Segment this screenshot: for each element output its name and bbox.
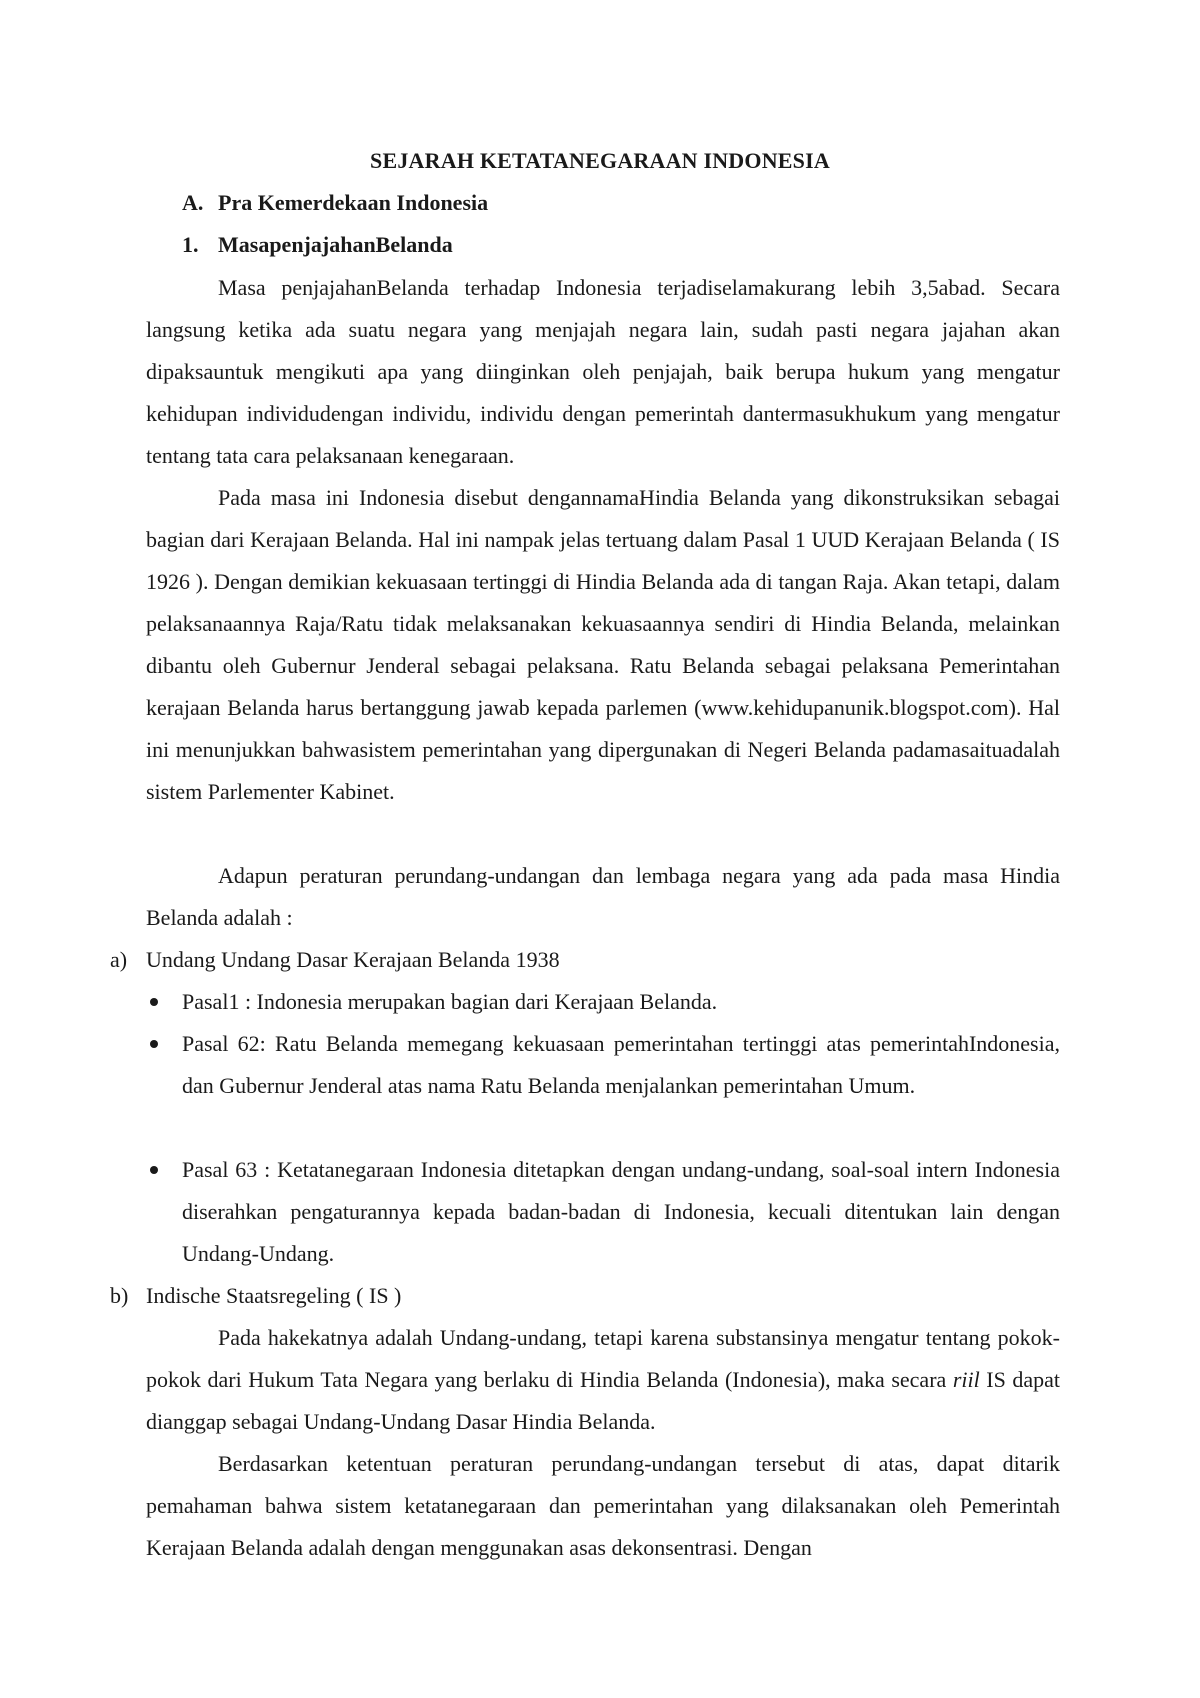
list-marker: b) (110, 1283, 129, 1308)
paragraph-1: Masa penjajahanBelanda terhadap Indonesia terjadiselamakurang lebih 3,5abad. Secara langsung ketika ada suatu negara yang menjajah negara lain, sudah pasti negara jajahan akan dipaksauntuk mengikuti apa yang diinginkan oleh penjajah, baik berupa hukum yang mengatur kehidupan individudengan individu, individu dengan pemerintah dantermasukhukum yang mengatur tentang tata cara pelaksanaan kenegaraan. (146, 275, 1060, 468)
list-label: Undang Undang Dasar Kerajaan Belanda 1938 (146, 947, 560, 972)
bullet-icon (150, 1166, 158, 1174)
subsection-label: MasapenjajahanBelanda (218, 232, 453, 257)
paragraph-3: Adapun peraturan perundang-undangan dan lembaga negara yang ada pada masa Hindia Belanda adalah : (146, 863, 1060, 930)
section-label: Pra Kemerdekaan Indonesia (218, 190, 489, 215)
subsection-marker: 1. (182, 232, 199, 257)
bullet-text: Pasal1 : Indonesia merupakan bagian dari Kerajaan Belanda. (182, 989, 718, 1014)
paragraph-b-part2: IS dapat dianggap sebagai Undang-Undang Dasar Hindia Belanda. (146, 1367, 1060, 1434)
section-marker: A. (182, 190, 204, 215)
paragraph-b (146, 1317, 1060, 1443)
bullet-text: Pasal 63 : Ketatanegaraan Indonesia ditetapkan dengan undang-undang, soal-soal intern Indonesia diserahkan pengaturannya kepada badan-badan di Indonesia, kecuali ditentukan lain dengan Undang-Undang. (182, 1157, 1060, 1266)
list-label: Indische Staatsregeling ( IS ) (146, 1283, 402, 1308)
paragraph-b-italic: riil (952, 1367, 980, 1392)
document-title: SEJARAH KETATANEGARAAN INDONESIA (370, 148, 830, 173)
bullet-text: Pasal 62: Ratu Belanda memegang kekuasaan pemerintahan tertinggi atas pemerintahIndonesia, dan Gubernur Jenderal atas nama Ratu Belanda menjalankan pemerintahan Umum. (182, 1031, 1060, 1098)
bullet-icon (150, 1040, 158, 1048)
bullet-icon (150, 998, 158, 1006)
paragraph-last: Berdasarkan ketentuan peraturan perundang-undangan tersebut di atas, dapat ditarik pemahaman bahwa sistem ketatanegaraan dan pemerintahan yang dilaksanakan oleh Pemerintah Kerajaan Belanda adalah dengan menggunakan asas dekonsentrasi. Dengan (146, 1451, 1060, 1560)
list-marker: a) (110, 947, 128, 972)
paragraph-b-part1: Pada hakekatnya adalah Undang-undang, tetapi karena substansinya mengatur tentang pokok-pokok dari Hukum Tata Negara yang berlaku di Hindia Belanda (Indonesia), maka secara (146, 1325, 1060, 1392)
paragraph-2: Pada masa ini Indonesia disebut dengannamaHindia Belanda yang dikonstruksikan sebagai bagian dari Kerajaan Belanda. Hal ini nampak jelas tertuang dalam Pasal 1 UUD Kerajaan Belanda ( IS 1926 ). Dengan demikian kekuasaan tertinggi di Hindia Belanda ada di tangan Raja. Akan tetapi, dalam pelaksanaannya Raja/Ratu tidak melaksanakan kekuasaannya sendiri di Hindia Belanda, melainkan dibantu oleh Gubernur Jenderal sebagai pelaksana. Ratu Belanda sebagai pelaksana Pemerintahan kerajaan Belanda harus bertanggung jawab kepada parlemen (www.kehidupanunik.blogspot.com). Hal ini menunjukkan bahwasistem pemerintahan yang dipergunakan di Negeri Belanda padamasaituadalah sistem Parlementer Kabinet. (146, 485, 1060, 804)
